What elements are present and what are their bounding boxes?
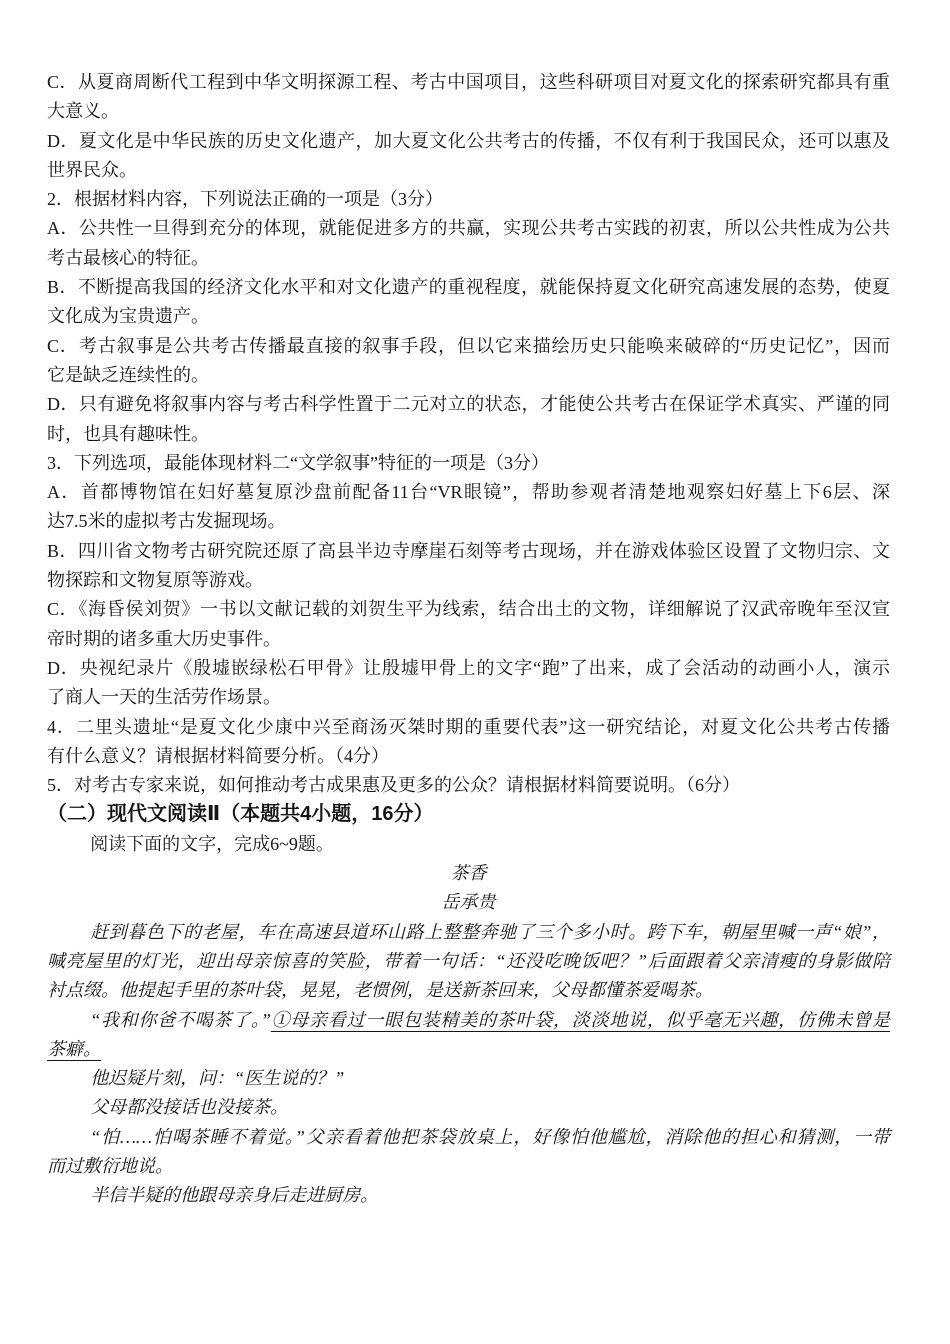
option-c-line-1: C．从夏商周断代工程到中华文明探源工程、考古中国项目，这些科研项目对夏文化的探索研究都具有重 <box>47 72 890 92</box>
question-2-option-d-line-2: 时，也具有趣味性。 <box>47 423 209 444</box>
question-3-option-d-line-1: D．央视纪录片《殷墟嵌绿松石甲骨》让殷墟甲骨上的文字“跑”了出来，成了会活动的动画小人，演示 <box>47 657 890 678</box>
option-d-line-2: 世界民众。 <box>47 159 137 180</box>
story-paragraph-3: 他迟疑片刻，问：“医生说的？” <box>90 1068 345 1089</box>
question-3-option-c-line-2: 帝时期的诸多重大历史事件。 <box>47 628 281 649</box>
question-5: 5．对考古专家来说，如何推动考古成果惠及更多的公众？请根据材料简要说明。（6分） <box>47 775 740 796</box>
section-2-heading: （二）现代文阅读Ⅱ（本题共4小题，16分） <box>47 803 434 826</box>
question-2-option-c-line-2: 它是缺乏连续性的。 <box>47 364 209 385</box>
story-paragraph-1-line-2: 喊亮屋里的灯光，迎出母亲惊喜的笑脸，带着一句话：“还没吃晚饭吧？”后面跟着父亲清瘦的身影做陪 <box>47 950 890 971</box>
story-paragraph-5-line-1: “怕……怕喝茶睡不着觉。”父亲看着他把茶袋放桌上，好像怕他尴尬，消除他的担心和猜测，一带 <box>90 1126 890 1147</box>
question-3-option-d-line-2: 了商人一天的生活劳作场景。 <box>47 687 281 708</box>
story-author: 岳承贵 <box>441 892 496 913</box>
reading-1-questions <box>47 68 890 800</box>
story-title: 茶香 <box>450 863 487 884</box>
question-2-option-b-line-2: 文化成为宝贵遗产。 <box>47 306 209 327</box>
question-2-option-b-line-1: B．不断提高我国的经济文化水平和对文化遗产的重视程度，就能保持夏文化研究高速发展的态势，使夏 <box>47 277 890 298</box>
section-2-intro: 阅读下面的文字，完成6~9题。 <box>90 833 334 854</box>
question-4-line-2: 有什么意义？请根据材料简要分析。（4分） <box>47 745 389 766</box>
question-2-option-a-line-2: 考古最核心的特征。 <box>47 247 209 268</box>
story-paragraph-1-line-1: 赶到暮色下的老屋，车在高速县道环山路上整整奔驰了三个多小时。跨下车，朝屋里喊一声“娘”， <box>90 921 890 942</box>
story-paragraph-2-plain-text: “我和你爸不喝茶了。” <box>90 1009 271 1030</box>
story-paragraph-2-line-1 <box>47 1006 890 1035</box>
question-3-option-a-line-2: 达7.5米的虚拟考古发掘现场。 <box>47 511 286 532</box>
question-2-option-c-line-1: C．考古叙事是公共考古传播最直接的叙事手段，但以它来描绘历史只能唤来破碎的“历史记忆”，因而 <box>47 335 890 356</box>
story-annotation-1-underlined-text: ①母亲看过一眼包装精美的茶叶袋，淡淡地说，似乎毫无兴趣，仿佛未曾是 <box>270 1009 890 1030</box>
question-3-stem: 3．下列选项，最能体现材料二“文学叙事”特征的一项是（3分） <box>47 452 549 473</box>
story-paragraph-6: 半信半疑的他跟母亲身后走进厨房。 <box>90 1185 379 1206</box>
question-4-line-1: 4．二里头遗址“是夏文化少康中兴至商汤灭桀时期的重要代表”这一研究结论，对夏文化公共考古传播 <box>47 716 890 737</box>
question-2-option-a-line-1: A．公共性一旦得到充分的体现，就能促进多方的共赢，实现公共考古实践的初衷，所以公共性成为公共 <box>47 218 890 239</box>
question-3-option-b-line-2: 物探踪和文物复原等游戏。 <box>47 570 263 591</box>
story-paragraph-4: 父母都没接话也没接茶。 <box>90 1097 289 1118</box>
story-paragraph-5-line-2: 而过敷衍地说。 <box>47 1155 173 1176</box>
story-annotation-1-underlined-text-continued: 茶癖。 <box>47 1038 101 1059</box>
question-3-option-c-line-1: C．《海昏侯刘贺》一书以文献记载的刘贺生平为线索，结合出土的文物，详细解说了汉武帝晚年至汉宣 <box>47 599 890 620</box>
question-2-option-d-line-1: D．只有避免将叙事内容与考古科学性置于二元对立的状态，才能使公共考古在保证学术真实、严谨的同 <box>47 394 890 415</box>
story-paragraph-1-line-3: 衬点缀。他提起手里的茶叶袋，晃晃，老惯例，是送新茶回来，父母都懂茶爱喝茶。 <box>47 980 713 1001</box>
story-paragraph-2-line-2 <box>47 1035 890 1064</box>
question-3-option-b-line-1: B．四川省文物考古研究院还原了高县半边寺摩崖石刻等考古现场，并在游戏体验区设置了文物归宗、文 <box>47 540 890 561</box>
question-3-option-a-line-1: A．首都博物馆在妇好墓复原沙盘前配备11台“VR眼镜”，帮助参观者清楚地观察妇好墓上下6层、深 <box>47 482 890 503</box>
option-d-line-1: D．夏文化是中华民族的历史文化遗产，加大夏文化公共考古的传播，不仅有利于我国民众，还可以惠及 <box>47 130 890 151</box>
question-2-stem: 2．根据材料内容，下列说法正确的一项是（3分） <box>47 189 443 210</box>
option-c-line-2: 大意义。 <box>47 101 119 122</box>
reading-2-passage <box>47 800 890 1210</box>
